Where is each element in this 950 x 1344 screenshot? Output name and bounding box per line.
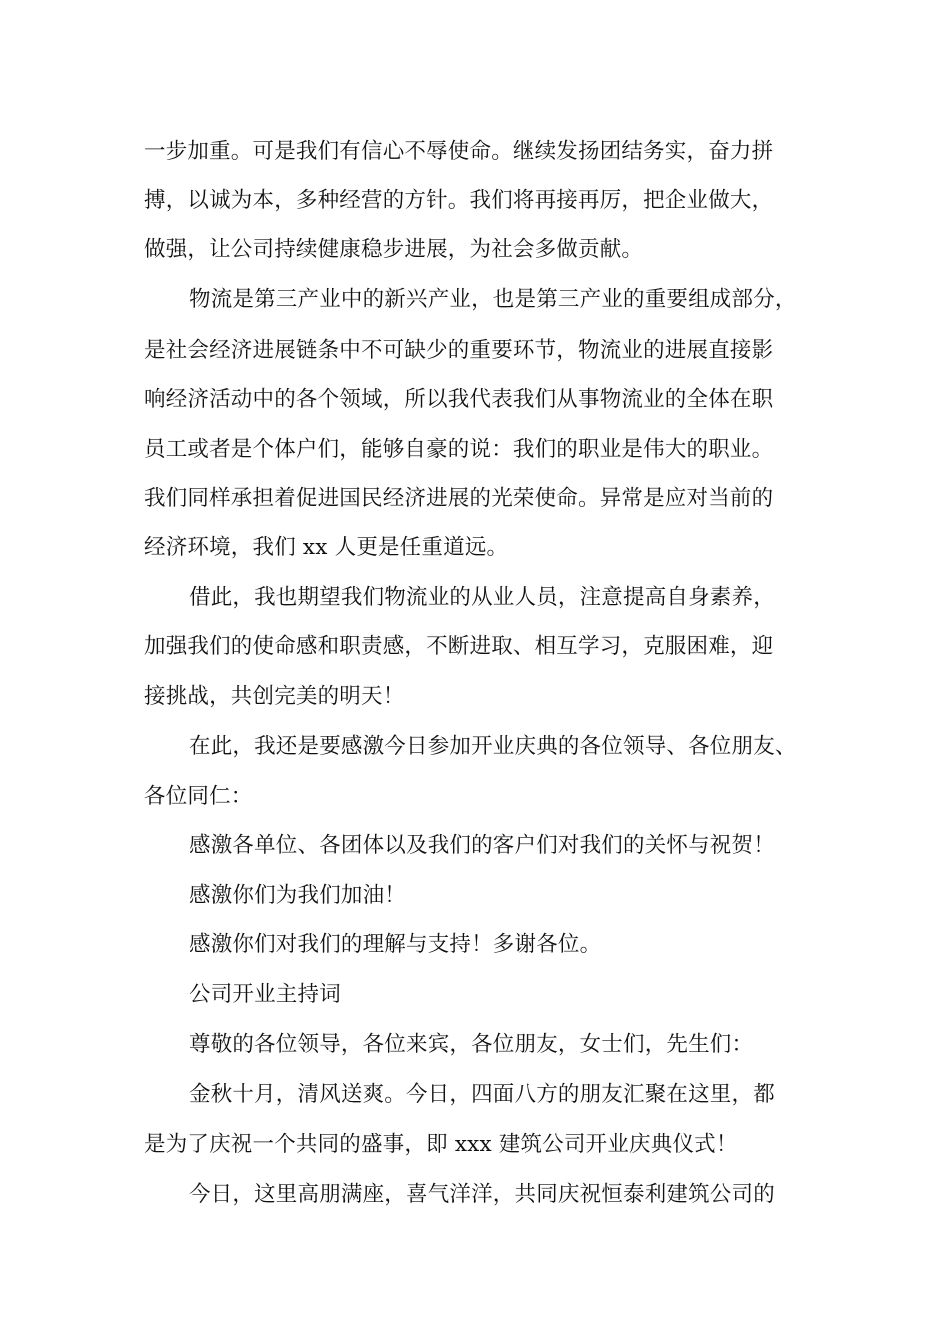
section-heading: 公司开业主持词 xyxy=(189,982,341,1007)
text-line: 我们同样承担着促进国民经济进展的光荣使命。异常是应对当前的 xyxy=(144,486,774,511)
paragraph-start-line: 物流是第三产业中的新兴产业，也是第三产业的重要组成部分， xyxy=(189,287,797,312)
text-line: 一步加重。可是我们有信心不辱使命。继续发扬团结务实，奋力拼 xyxy=(144,139,774,164)
paragraph-start-line: 借此，我也期望我们物流业的从业人员，注意提高自身素养， xyxy=(189,585,775,610)
paragraph-start-line: 感激你们为我们加油！ xyxy=(189,883,407,908)
paragraph-start-line: 尊敬的各位领导，各位来宾，各位朋友，女士们，先生们： xyxy=(189,1032,754,1057)
text-line: 是社会经济进展链条中不可缺少的重要环节，物流业的进展直接影 xyxy=(144,338,774,363)
paragraph-start-line: 感激你们对我们的理解与支持！多谢各位。 xyxy=(189,932,602,957)
text-line: 是为了庆祝一个共同的盛事，即 xxx 建筑公司开业庆典仪式！ xyxy=(144,1132,738,1157)
text-line: 接挑战，共创完美的明天！ xyxy=(144,684,405,709)
text-line: 做强，让公司持续健康稳步进展，为社会多做贡献。 xyxy=(144,237,644,262)
paragraph-start-line: 在此，我还是要感激今日参加开业庆典的各位领导、各位朋友、 xyxy=(189,734,797,759)
paragraph-start-line: 今日，这里高朋满座，喜气洋洋，共同庆祝恒泰利建筑公司的 xyxy=(189,1182,775,1207)
text-line: 经济环境，我们 xx 人更是任重道远。 xyxy=(144,535,509,560)
text-line: 响经济活动中的各个领域，所以我代表我们从事物流业的全体在职 xyxy=(144,387,774,412)
paragraph-start-line: 金秋十月，清风送爽。今日，四面八方的朋友汇聚在这里，都 xyxy=(189,1082,775,1107)
text-line: 加强我们的使命感和职责感，不断进取、相互学习，克服困难，迎 xyxy=(144,634,774,659)
text-line: 各位同仁： xyxy=(144,784,253,809)
text-line: 员工或者是个体户们，能够自豪的说：我们的职业是伟大的职业。 xyxy=(144,437,774,462)
text-line: 搏，以诚为本，多种经营的方针。我们将再接再厉，把企业做大， xyxy=(144,188,774,213)
paragraph-start-line: 感激各单位、各团体以及我们的客户们对我们的关怀与祝贺！ xyxy=(189,833,775,858)
